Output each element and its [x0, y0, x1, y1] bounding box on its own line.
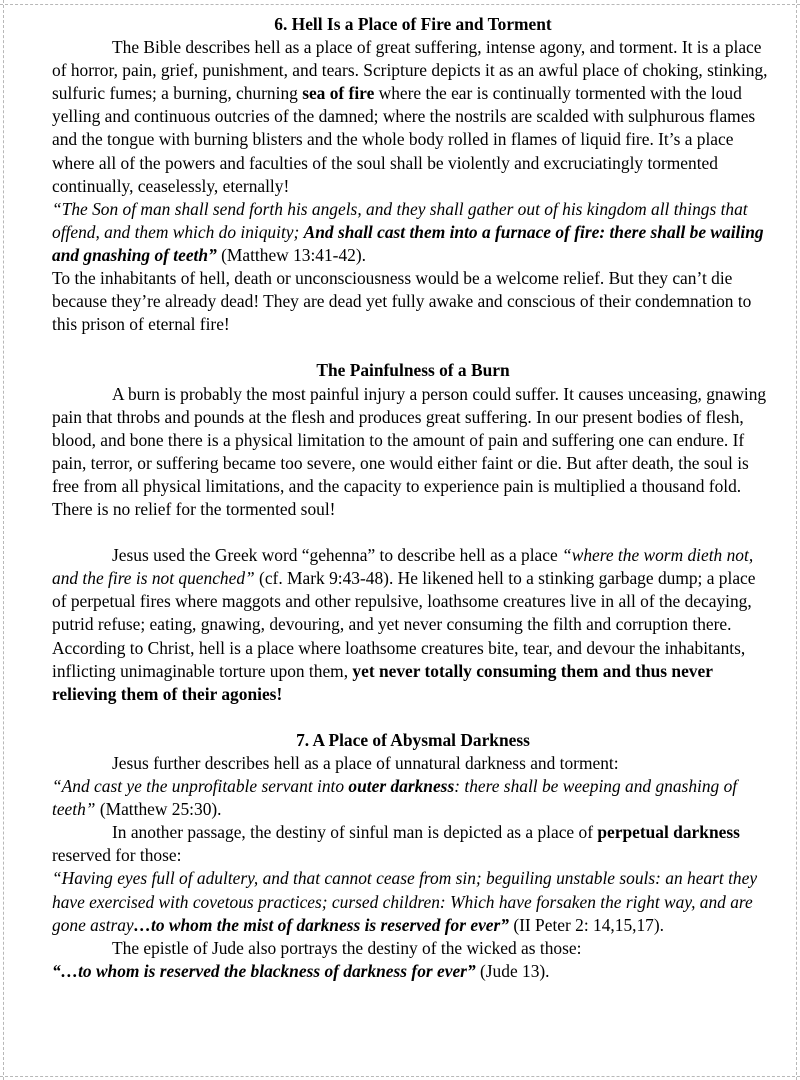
paragraph-burn-pain: A burn is probably the most painful injury a person could suffer. It causes unceasing, gnawing pain that throbs and pounds at the flesh and produces great suffering. In our present bodies of flesh, blood, and bone there is a physical limitation to the amount of pain and suffering one can endure. If pain, terror, or suffering became too severe, one would either faint or die. But after death, the soul is free from all physical limitations, and the capacity to experience pain is multiplied a thousand fold. There is no relief for the tormented soul!: [52, 383, 767, 519]
paragraph-spacer: [52, 521, 774, 544]
bold-text: perpetual darkness: [597, 822, 740, 843]
italic-text: “And cast ye the unprofitable servant into: [52, 776, 349, 797]
document-body: [52, 13, 774, 983]
paragraph-perpetual-darkness: [52, 821, 774, 867]
italic-text: “where the worm dieth not, and the fire is not quenched”: [52, 545, 754, 589]
text-run: reserved for those:: [52, 845, 182, 866]
scripture-reference: (Matthew 25:30).: [95, 799, 222, 820]
paragraph-spacer: [52, 706, 774, 729]
page-bottom-border: [0, 1076, 800, 1077]
bold-italic-text: “…to whom is reserved the blackness of darkness for ever”: [52, 960, 476, 981]
paragraph-spacer: [52, 336, 774, 359]
page-right-border: [796, 0, 797, 1080]
paragraph-darkness-intro: Jesus further describes hell as a place of unnatural darkness and torment:: [112, 753, 619, 773]
bold-text: sea of fire: [302, 83, 375, 104]
scripture-quote-matthew-25: [52, 775, 774, 821]
paragraph-fire-description: [52, 36, 774, 198]
text-run: Jesus used the Greek word “gehenna” to describe hell as a place: [112, 545, 563, 566]
text-run: The Bible describes hell as a place of great suffering, intense agony, and torment. It is a place of horror, pain, grief, punishment, and tears. Scripture depicts it as an awful place of choking, stinking, sulfuric fumes; a burning, churning: [52, 37, 768, 104]
text-run: In another passage, the destiny of sinful man is depicted as a place of: [112, 822, 598, 843]
bold-text: yet never totally consuming them and thus never relieving them of their agonies!: [52, 660, 713, 704]
italic-text: : there shall be weeping and gnashing of teeth”: [52, 776, 738, 820]
scripture-reference: (II Peter 2: 14,15,17).: [508, 914, 665, 935]
italic-text: “The Son of man shall send forth his angels, and they shall gather out of his kingdom all things that offend, and them which do iniquity;: [52, 198, 748, 242]
italic-text: “Having eyes full of adultery, and that cannot cease from sin; beguiling unstable souls: an heart they have exercised with covetous practices; cursed children: Which have forsaken the right way, and are gone astray: [52, 868, 758, 935]
section-heading-fire-torment: 6. Hell Is a Place of Fire and Torment: [274, 14, 552, 34]
paragraph-gehenna: [52, 544, 774, 706]
paragraph-no-relief: To the inhabitants of hell, death or unconsciousness would be a welcome relief. But they can’t die because they’re already dead! They are dead yet fully awake and conscious of their condemnation to this prison of eternal fire!: [52, 268, 752, 335]
section-heading-burn: The Painfulness of a Burn: [316, 360, 510, 381]
text-run: (cf. Mark 9:43-48). He likened hell to a stinking garbage dump; a place of perpetual fires where maggots and other repulsive, loathsome creatures live in all of the decaying, putrid refuse; eating, gnawing, devouring, and yet never consuming the filth and corruption there. According to Christ, hell is a place where loathsome creatures bite, tear, and devour the inhabitants, inflicting unimaginable torture upon them,: [52, 568, 756, 681]
scripture-quote-matthew-13: [52, 198, 774, 267]
paragraph-jude-intro: The epistle of Jude also portrays the destiny of the wicked as those:: [112, 937, 582, 958]
bold-italic-text: …to whom the mist of darkness is reserved for ever”: [133, 914, 509, 935]
scripture-reference: (Matthew 13:41-42).: [216, 244, 367, 265]
page-top-border: [0, 4, 800, 5]
page-left-border: [3, 0, 4, 1080]
text-run: where the ear is continually tormented with the loud yelling and continuous outcries of the damned; where the nostrils are scalded with sulphurous flames and the tongue with burning blisters and the whole body rolled in flames of liquid fire. It’s a place where all of the powers and faculties of the soul shall be violently and excruciatingly tormented continually, ceaselessly, eternally!: [52, 83, 756, 196]
bold-italic-text: And shall cast them into a furnace of fire: there shall be wailing and gnashing of teeth”: [52, 221, 764, 265]
scripture-quote-jude: [52, 960, 774, 983]
section-heading-darkness: 7. A Place of Abysmal Darkness: [296, 729, 530, 750]
bold-italic-text: outer darkness: [348, 776, 455, 797]
scripture-reference: (Jude 13).: [475, 960, 550, 981]
scripture-quote-2-peter: [52, 867, 774, 936]
